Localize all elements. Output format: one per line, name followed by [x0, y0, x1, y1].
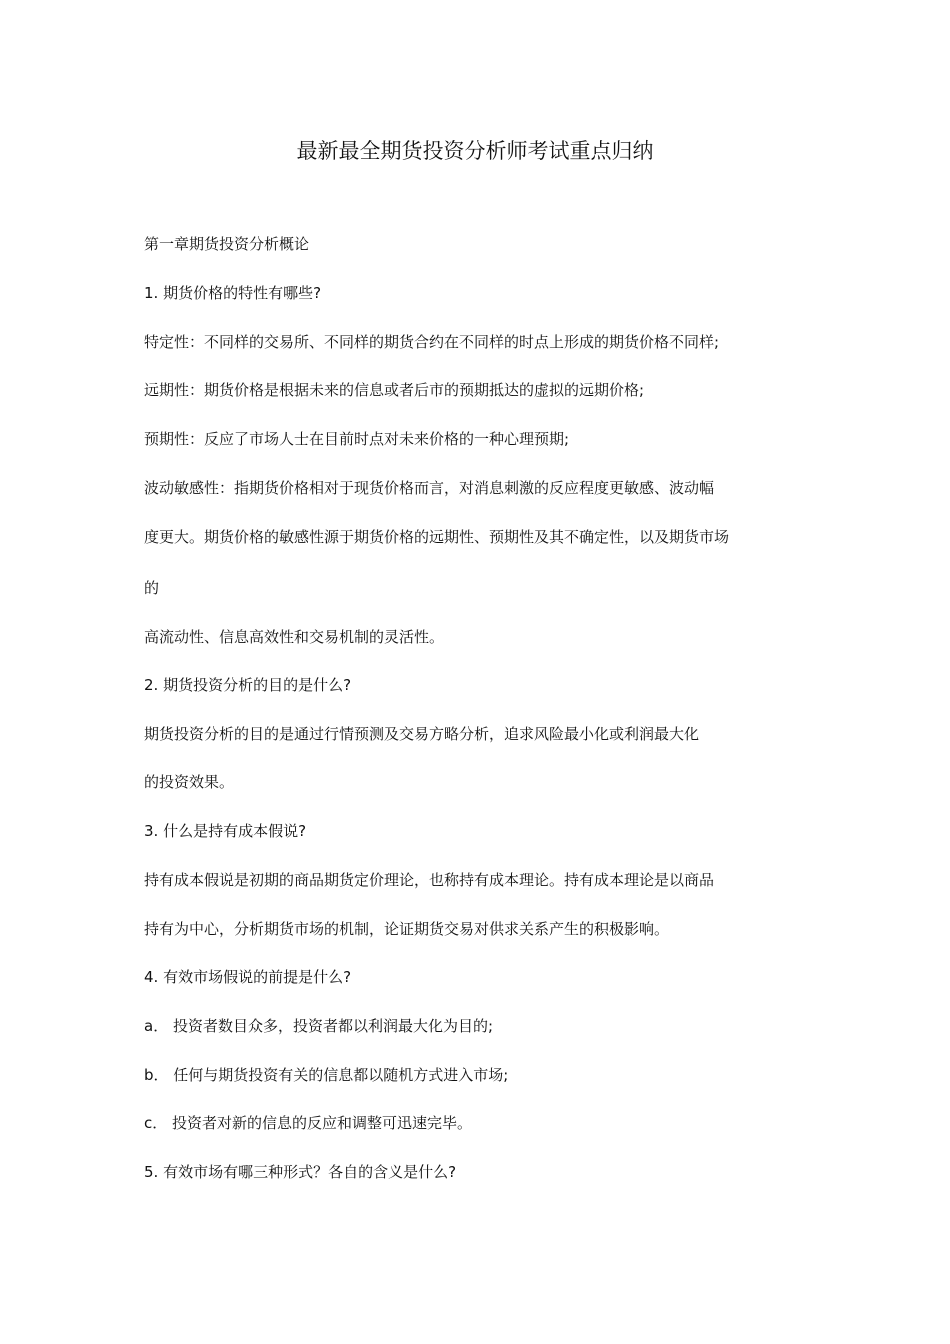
answer-1-expectation: 预期性：反应了市场人士在目前时点对未来价格的一种心理预期;: [144, 430, 570, 448]
question-4: 4. 有效市场假说的前提是什么?: [144, 968, 352, 986]
answer-1-specificity: 特定性：不同样的交易所、不同样的期货合约在不同样的时点上形成的期货价格不同样;: [144, 333, 720, 351]
answer-3-line-1: 持有成本假说是初期的商品期货定价理论，也称持有成本理论。持有成本理论是以商品: [144, 871, 715, 889]
answer-1-sensitivity-line-2: 度更大。期货价格的敏感性源于期货价格的远期性、预期性及其不确定性，以及期货市场: [144, 528, 730, 546]
chapter-heading: 第一章期货投资分析概论: [144, 235, 310, 253]
question-3: 3. 什么是持有成本假说?: [144, 822, 307, 840]
answer-1-sensitivity-line-3: 的: [144, 579, 160, 597]
answer-2-line-2: 的投资效果。: [144, 773, 235, 791]
answer-2-line-1: 期货投资分析的目的是通过行情预测及交易方略分析，追求风险最小化或利润最大化: [144, 725, 700, 743]
answer-1-forward: 远期性：期货价格是根据未来的信息或者后市的预期抵达的虚拟的远期价格;: [144, 381, 645, 399]
answer-4-item-a: a． 投资者数目众多，投资者都以利润最大化为目的;: [144, 1017, 494, 1035]
answer-4-item-b: b． 任何与期货投资有关的信息都以随机方式进入市场;: [144, 1066, 509, 1084]
answer-1-sensitivity-line-4: 高流动性、信息高效性和交易机制的灵活性。: [144, 628, 445, 646]
answer-3-line-2: 持有为中心，分析期货市场的机制，论证期货交易对供求关系产生的积极影响。: [144, 920, 670, 938]
question-2: 2. 期货投资分析的目的是什么?: [144, 676, 352, 694]
page-title: 最新最全期货投资分析师考试重点归纳: [296, 139, 654, 163]
answer-4-item-c: c． 投资者对新的信息的反应和调整可迅速完毕。: [144, 1114, 473, 1132]
question-5: 5. 有效市场有哪三种形式？各自的含义是什么?: [144, 1163, 457, 1181]
answer-1-sensitivity-line-1: 波动敏感性：指期货价格相对于现货价格而言，对消息刺激的反应程度更敏感、波动幅: [144, 479, 715, 497]
question-1: 1. 期货价格的特性有哪些?: [144, 284, 322, 302]
